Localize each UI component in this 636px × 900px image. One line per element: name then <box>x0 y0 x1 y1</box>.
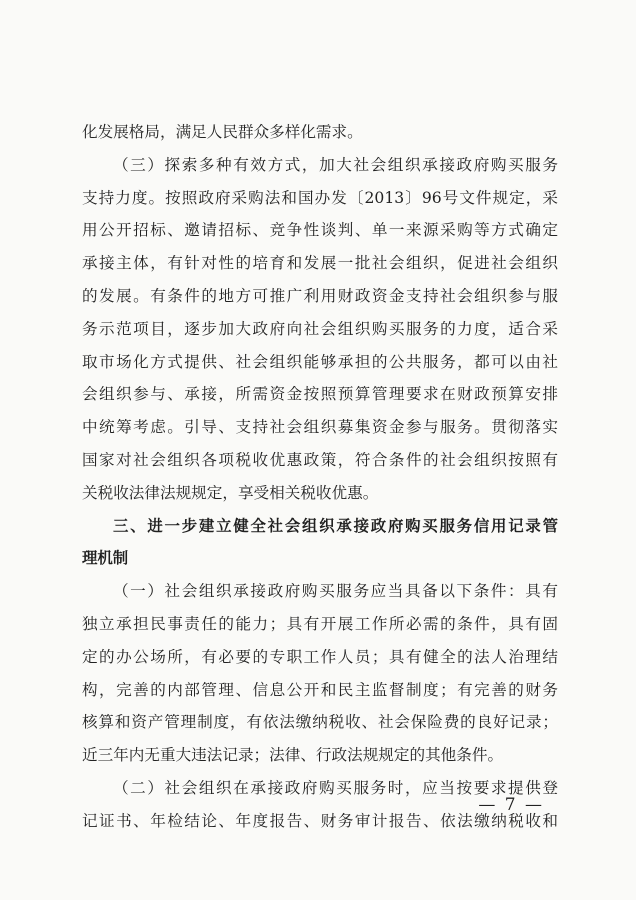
paragraph-line: 独立承担民事责任的能力；具有开展工作所必需的条件，具有固 <box>82 614 558 633</box>
paragraph-line: 会组织参与、承接，所需资金按照预算管理要求在财政预算安排 <box>82 385 558 404</box>
page-number: — 7 — <box>478 795 544 815</box>
paragraph-line: 用公开招标、邀请招标、竞争性谈判、单一来源采购等方式确定 <box>82 221 558 240</box>
paragraph-line: 承接主体，有针对性的培育和发展一批社会组织，促进社会组织 <box>82 254 558 273</box>
section-heading: 理机制 <box>82 549 129 568</box>
document-body <box>82 116 558 838</box>
paragraph-line: 核算和资产管理制度，有依法缴纳税收、社会保险费的良好记录； <box>82 713 558 732</box>
paragraph-line: 关税收法律法规规定，享受相关税收优惠。 <box>82 483 379 502</box>
paragraph-line: 国家对社会组织各项税收优惠政策，符合条件的社会组织按照有 <box>82 450 558 469</box>
paragraph-line: 务示范项目，逐步加大政府向社会组织购买服务的力度，适合采 <box>82 319 558 338</box>
section-heading: 三、进一步建立健全社会组织承接政府购买服务信用记录管 <box>113 516 558 535</box>
paragraph-line: （一）社会组织承接政府购买服务应当具备以下条件：具有 <box>113 582 558 601</box>
paragraph-line: （二）社会组织在承接政府购买服务时，应当按要求提供登 <box>113 778 558 797</box>
paragraph-line: 构，完善的内部管理、信息公开和民主监督制度；有完善的财务 <box>82 680 558 699</box>
paragraph-line: 记证书、年检结论、年度报告、财务审计报告、依法缴纳税收和 <box>82 811 558 830</box>
paragraph-line: 取市场化方式提供、社会组织能够承担的公共服务，都可以由社 <box>82 352 558 371</box>
paragraph-line: 的发展。有条件的地方可推广利用财政资金支持社会组织参与服 <box>82 286 558 305</box>
paragraph-line: 定的办公场所，有必要的专职工作人员；具有健全的法人治理结 <box>82 647 558 666</box>
paragraph-line: 中统筹考虑。引导、支持社会组织募集资金参与服务。贯彻落实 <box>82 418 558 437</box>
paragraph-line: 化发展格局，满足人民群众多样化需求。 <box>82 123 363 141</box>
paragraph-line: 支持力度。按照政府采购法和国办发〔2013〕96号文件规定，采 <box>82 188 558 207</box>
paragraph-line: 近三年内无重大违法记录；法律、行政法规规定的其他条件。 <box>82 746 504 765</box>
paragraph-line: （三）探索多种有效方式，加大社会组织承接政府购买服务 <box>113 155 558 174</box>
